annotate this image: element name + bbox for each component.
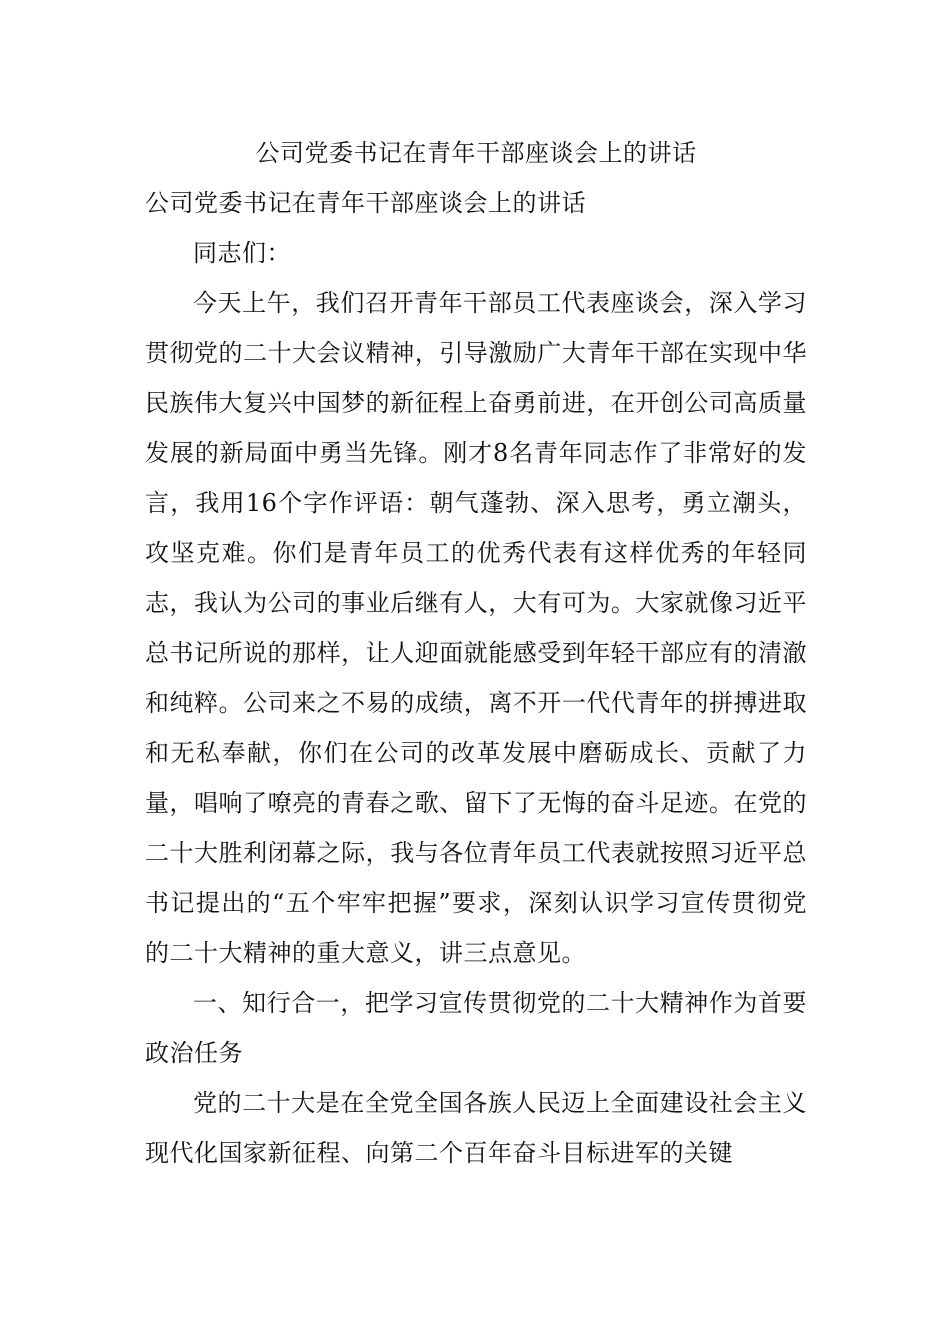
section-heading-1: 一、知行合一，把学习宣传贯彻党的二十大精神作为首要政治任务 <box>145 989 807 1067</box>
document-subtitle: 公司党委书记在青年干部座谈会上的讲话 <box>145 189 586 217</box>
document-page <box>145 128 807 1178</box>
salutation: 同志们： <box>193 239 291 267</box>
paragraph-intro: 今天上午，我们召开青年干部员工代表座谈会，深入学习贯彻党的二十大会议精神，引导激励广大青年干部在实现中华民族伟大复兴中国梦的新征程上奋勇前进，在开创公司高质量发展的新局面中勇当先锋。刚才8名青年同志作了非常好的发言，我用16个字作评语：朝气蓬勃、深入思考，勇立潮头，攻坚克难。你们是青年员工的优秀代表有这样优秀的年轻同志，我认为公司的事业后继有人，大有可为。大家就像习近平总书记所说的那样，让人迎面就能感受到年轻干部应有的清澈和纯粹。公司来之不易的成绩，离不开一代代青年的拼搏进取和无私奉献，你们在公司的改革发展中磨砺成长、贡献了力量，唱响了嘹亮的青春之歌、留下了无悔的奋斗足迹。在党的二十大胜利闭幕之际，我与各位青年员工代表就按照习近平总书记提出的“五个牢牢把握”要求，深刻认识学习宣传贯彻党的二十大精神的重大意义，讲三点意见。 <box>145 289 807 967</box>
paragraph-section-1: 党的二十大是在全党全国各族人民迈上全面建设社会主义现代化国家新征程、向第二个百年奋斗目标进军的关键 <box>145 1089 807 1167</box>
document-title: 公司党委书记在青年干部座谈会上的讲话 <box>255 139 697 167</box>
